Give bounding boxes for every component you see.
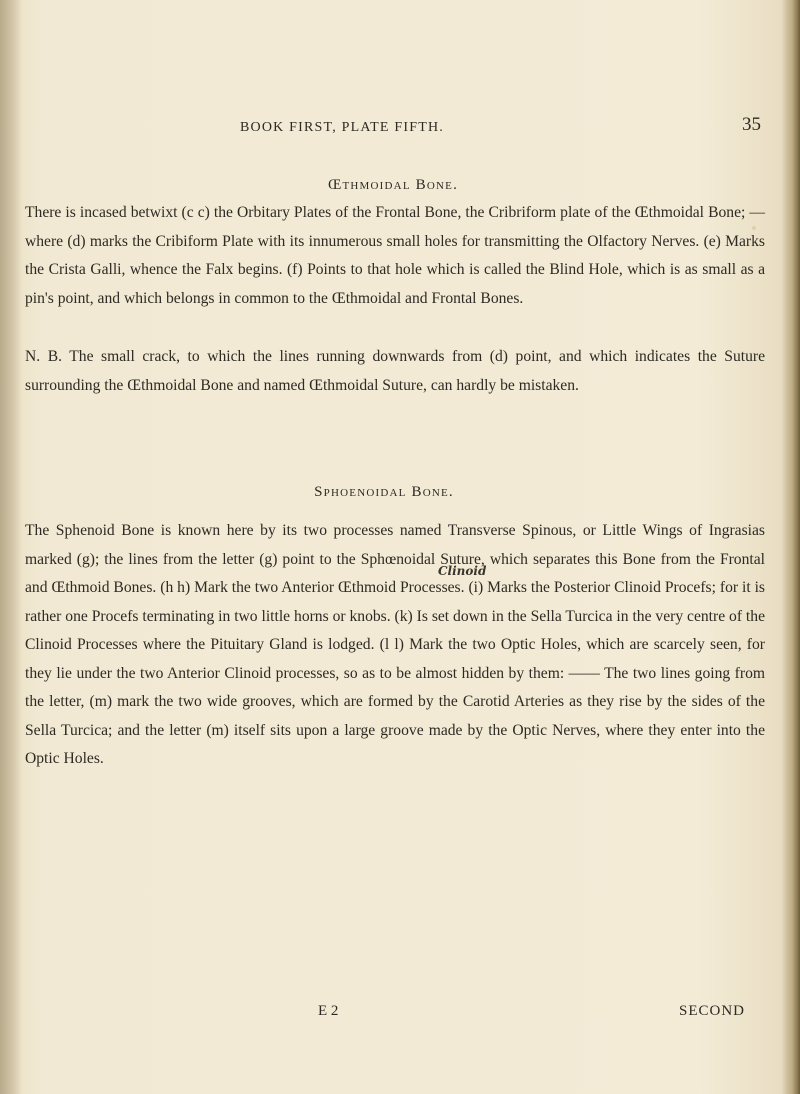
running-head: BOOK FIRST, PLATE FIFTH. bbox=[240, 120, 444, 135]
section-heading-ethmoidal: Œthmoidal Bone. bbox=[327, 177, 459, 193]
paragraph-sphenoid-description: The Sphenoid Bone is known here by its two processes named Transverse Spinous, or Little Wings of Ingrasias marked (g); the lines from the letter (g) point to the Sphœnoidal Suture, which separates this Bone from the Frontal and Œthmoid Bones. (h h) Mark the two Anterior Œthmoid Processes. (i) Marks the Posterior Clinoid Procefs; for it is rather one Procefs terminating in two little horns or knobs. (k) Is set down in the Sella Turcica in the very centre of the Clinoid Processes where the Pituitary Gland is lodged. (l l) Mark the two Optic Holes, which are scarcely seen, for they lie under the two Anterior Clinoid processes, so as to be almost hidden by them: —— The two lines going from the letter, (m) mark the two wide grooves, which are formed by the Carotid Arteries as they rise by the sides of the Sella Turcica; and the letter (m) itself sits upon a large groove made by the Optic Nerves, where they enter into the Optic Holes. bbox=[25, 522, 765, 767]
paragraph-nota-bene: N. B. The small crack, to which the lines running downwards from (d) point, and which indicates the Suture surrounding the Œthmoidal Bone and named Œthmoidal Suture, can hardly be mistaken. bbox=[25, 348, 765, 394]
page-footer bbox=[0, 1003, 800, 1033]
page-number: 35 bbox=[742, 114, 761, 135]
signature-mark: E 2 bbox=[318, 1003, 339, 1019]
catchword: SECOND bbox=[679, 1003, 746, 1019]
page-edge bbox=[782, 0, 800, 1094]
section-heading-sphenoidal: Sphoenoidal Bone. bbox=[314, 484, 454, 500]
page-header bbox=[0, 112, 800, 142]
handwritten-annotation: Clinoid bbox=[438, 564, 487, 578]
binding-gutter bbox=[0, 0, 22, 1094]
paragraph-ethmoidal-description: There is incased betwixt (c c) the Orbitary Plates of the Frontal Bone, the Cribriform plate of the Œthmoidal Bone; — where (d) marks the Cribiform Plate with its innumerous small holes for transmitting the Olfactory Nerves. (e) Marks the Crista Galli, whence the Falx begins. (f) Points to that hole which is called the Blind Hole, which is as small as a pin's point, and which belongs in common to the Œthmoidal and Frontal Bones. bbox=[25, 204, 765, 307]
